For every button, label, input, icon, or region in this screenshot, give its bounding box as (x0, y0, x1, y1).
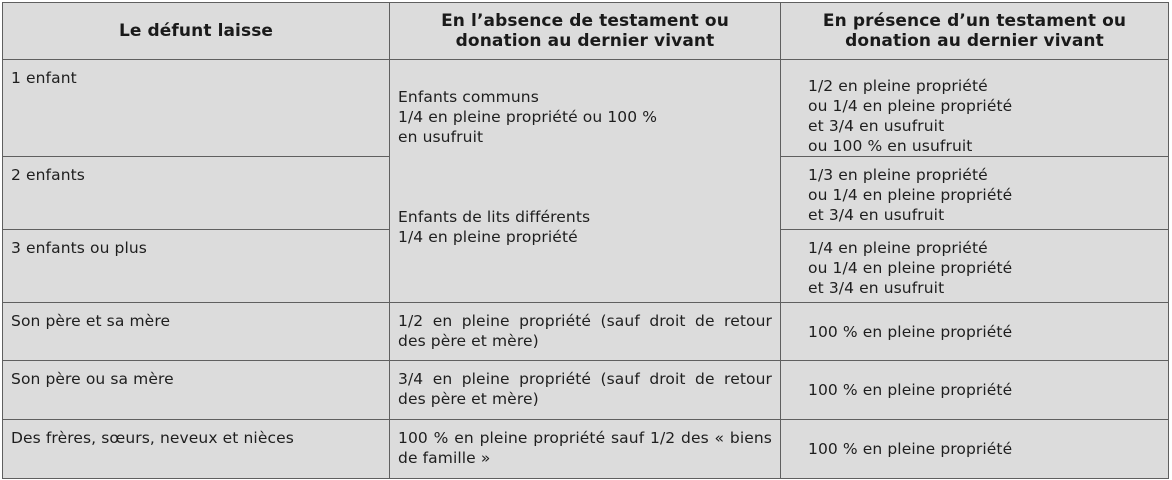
row-label-text: 3 enfants ou plus (11, 239, 147, 257)
row-label-text: Des frères, sœurs, neveux et nièces (11, 429, 294, 447)
children-common-line2: en usufruit (398, 128, 484, 146)
testament-line: et 3/4 en usufruit (808, 206, 945, 224)
absence-cell (390, 361, 781, 420)
testament-line: 100 % en pleine propriété (808, 381, 1013, 399)
testament-line: 1/3 en pleine propriété (808, 166, 988, 184)
children-absence-cell (390, 60, 781, 303)
table-row (3, 361, 1169, 420)
children-different-line1: 1/4 en pleine propriété (398, 228, 578, 246)
testament-line: ou 1/4 en pleine propriété (808, 186, 1013, 204)
absence-text: 1/2 en pleine propriété (sauf droit de retour des père et mère) (398, 312, 772, 350)
header-with-will (781, 3, 1169, 60)
row-label (3, 303, 390, 361)
row-label (3, 420, 390, 479)
testament-cell (781, 230, 1169, 303)
row-label (3, 60, 390, 157)
absence-cell (390, 303, 781, 361)
header-deceased-leaves: Le défunt laisse (3, 3, 390, 60)
row-label-text: Son père et sa mère (11, 312, 171, 330)
absence-cell (390, 420, 781, 479)
table-row (3, 420, 1169, 479)
row-label-text: 2 enfants (11, 166, 85, 184)
testament-line: ou 1/4 en pleine propriété (808, 97, 1013, 115)
testament-line: ou 100 % en usufruit (808, 137, 973, 155)
absence-text: 3/4 en pleine propriété (sauf droit de retour des père et mère) (398, 370, 772, 408)
children-common-line1: 1/4 en pleine propriété ou 100 % (398, 108, 658, 126)
header-without-will-line2: donation au dernier vivant (455, 31, 715, 51)
row-label (3, 230, 390, 303)
row-label (3, 157, 390, 230)
testament-cell (781, 420, 1169, 479)
table-row (3, 303, 1169, 361)
children-different-title: Enfants de lits différents (398, 208, 591, 226)
children-common-title: Enfants communs (398, 88, 539, 106)
testament-line: 100 % en pleine propriété (808, 322, 1013, 341)
succession-table (2, 2, 1169, 479)
header-row (3, 3, 1169, 60)
testament-line: 1/2 en pleine propriété (808, 77, 988, 95)
row-label-text: Son père ou sa mère (11, 370, 174, 388)
row-label-text: 1 enfant (11, 69, 77, 87)
header-with-will-line2: donation au dernier vivant (845, 31, 1104, 51)
header-without-will (390, 3, 781, 60)
header-without-will-line1: En l’absence de testament ou (441, 11, 729, 31)
testament-line: ou 1/4 en pleine propriété (808, 259, 1013, 277)
row-label (3, 361, 390, 420)
testament-cell (781, 303, 1169, 361)
testament-line: 1/4 en pleine propriété (808, 239, 988, 257)
table-row (3, 60, 1169, 157)
absence-text: 100 % en pleine propriété sauf 1/2 des « biens de famille » (398, 429, 772, 467)
testament-cell (781, 361, 1169, 420)
testament-line: et 3/4 en usufruit (808, 279, 945, 297)
testament-cell (781, 60, 1169, 157)
header-with-will-line1: En présence d’un testament ou (822, 11, 1127, 31)
testament-line: et 3/4 en usufruit (808, 117, 945, 135)
testament-cell (781, 157, 1169, 230)
testament-line: 100 % en pleine propriété (808, 440, 1013, 458)
